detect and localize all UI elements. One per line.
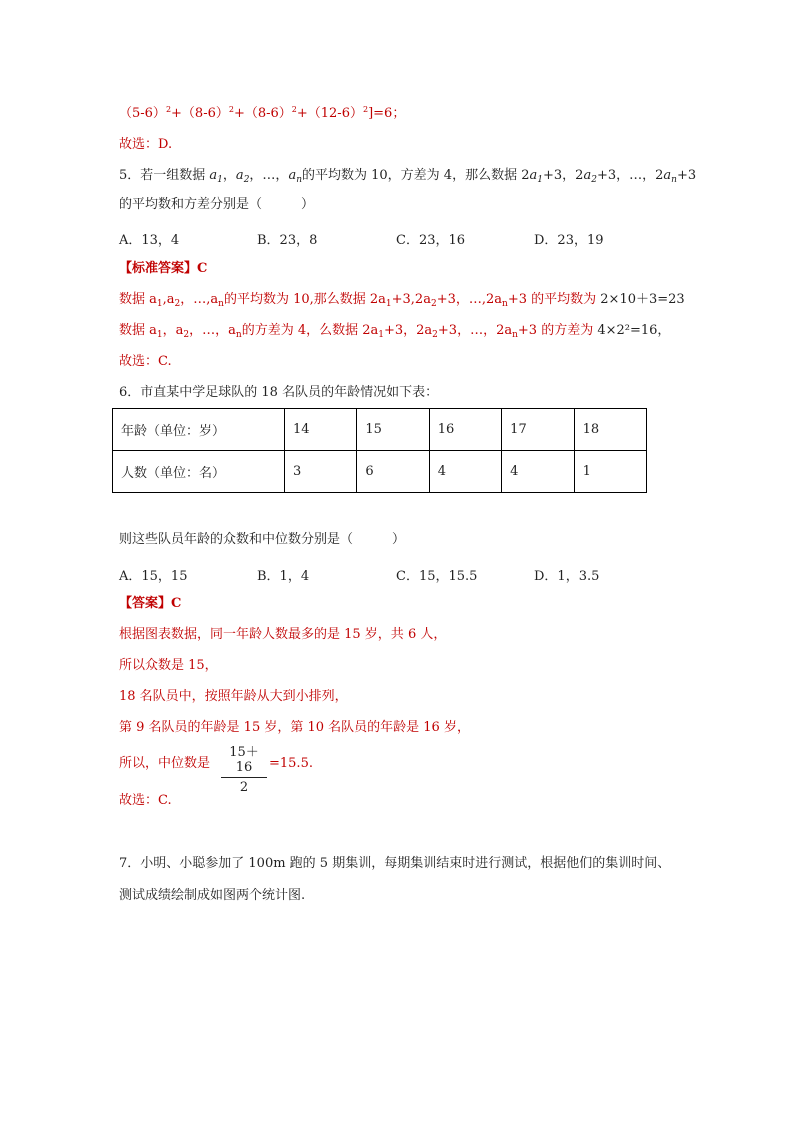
q6-explanation-line: 第 9 名队员的年龄是 15 岁，第 10 名队员的年龄是 16 岁， xyxy=(119,720,470,735)
q6-median-result: =15.5. xyxy=(269,756,313,771)
q6-option-b: B．1，4 xyxy=(257,569,310,584)
q6-answer-tag: 【答案】C xyxy=(119,596,182,611)
table-cell: 16 xyxy=(429,409,501,451)
table-row xyxy=(113,409,647,451)
table-cell: 4 xyxy=(502,451,574,493)
table-cell: 1 xyxy=(574,451,646,493)
q6-choice: 故选：C. xyxy=(119,793,172,808)
q5-explanation-line1: 数据 $a_1,a_2$，$\dots,a_n$的平均数为 10,那么数据 $2a_1+3,2a_2+3$，$\dots,2a_n+3$ 的平均数为 2×10＋3=23 xyxy=(119,292,685,309)
q5-choice: 故选：C. xyxy=(119,354,172,369)
q5-answer-tag: 【标准答案】C xyxy=(119,261,208,276)
q6-stem: 6．市直某中学足球队的 18 名队员的年龄情况如下表： xyxy=(119,385,439,400)
age-table xyxy=(112,408,647,493)
fraction-numerator: 15＋16 xyxy=(221,741,267,778)
q6-median-prefix: 所以，中位数是 xyxy=(119,756,211,771)
q6-question: 则这些队员年龄的众数和中位数分别是（ ） xyxy=(119,532,406,547)
table-cell: 14 xyxy=(285,409,357,451)
q6-option-d: D．1，3.5 xyxy=(534,569,600,584)
table-cell: 15 xyxy=(357,409,429,451)
q6-explanation-line: 根据图表数据，同一年龄人数最多的是 15 岁，共 6 人， xyxy=(119,627,447,642)
q5-option-a: A．13，4 xyxy=(119,233,180,248)
table-cell: 3 xyxy=(285,451,357,493)
table-row-header: 人数（单位：名） xyxy=(113,451,285,493)
q6-explanation-line: 18 名队员中，按照年龄从大到小排列， xyxy=(119,689,348,704)
q5-stem-line1: 5．若一组数据 $a_1$，$a_2$，…，$a_n$的平均数为 10，方差为 4，那么数据 $2a_1+3$，$2a_2+3$，…，$2a_n+3$ xyxy=(119,168,697,185)
q7-line1: 7．小明、小聪参加了 100m 跑的 5 期集训，每期集训结束时进行测试，根据他们的集训时间、 xyxy=(119,856,671,871)
median-fraction xyxy=(221,741,267,795)
table-cell: 4 xyxy=(429,451,501,493)
table-row xyxy=(113,451,647,493)
prev-choice: 故选：D. xyxy=(119,137,173,152)
table-row-header: 年龄（单位：岁） xyxy=(113,409,285,451)
q5-option-b: B．23，8 xyxy=(257,233,318,248)
q5-stem-line2: 的平均数和方差分别是（ ） xyxy=(119,197,315,212)
q5-option-c: C．23，16 xyxy=(396,233,466,248)
q6-explanation-line: 所以众数是 15， xyxy=(119,658,218,673)
table-cell: 6 xyxy=(357,451,429,493)
q5-option-d: D．23，19 xyxy=(534,233,604,248)
table-cell: 18 xyxy=(574,409,646,451)
table-cell: 17 xyxy=(502,409,574,451)
q6-option-c: C．15，15.5 xyxy=(396,569,478,584)
fraction-denominator: 2 xyxy=(239,780,249,795)
q6-option-a: A．15，15 xyxy=(119,569,188,584)
q7-line2: 测试成绩绘制成如图两个统计图. xyxy=(119,888,306,903)
q5-explanation-line2: 数据 $a_1$，$a_2$，…，$a_n$的方差为 4，么数据 $2a_1+3$，$2a_2+3$，…，$2a_n+3$ 的方差为 4×2²=16， xyxy=(119,323,671,340)
prev-calculation: $(5-6)^2+(8-6)^2+(8-6)^2+(12-6)^2]=6$； xyxy=(119,105,406,121)
